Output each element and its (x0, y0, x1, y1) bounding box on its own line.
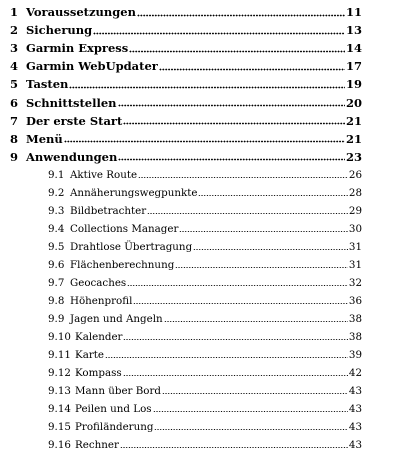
toc-entry-number: 9.7 (48, 276, 65, 289)
toc-chapter-entry[interactable] (10, 95, 362, 111)
toc-section-entry[interactable] (48, 293, 362, 309)
toc-chapter-entry[interactable] (10, 113, 362, 129)
toc-entry-title: Profiländerung (75, 420, 154, 433)
toc-entry-title: Karte (75, 348, 104, 361)
toc-dot-leader (193, 248, 348, 252)
toc-entry-page: 11 (345, 5, 362, 19)
toc-entry-page: 17 (345, 59, 362, 74)
toc-entry-page: 36 (348, 294, 362, 307)
toc-entry-page: 23 (345, 149, 362, 164)
toc-entry-page: 32 (348, 276, 362, 289)
toc-entry-number: 9.14 (48, 402, 71, 415)
toc-entry-title: Der erste Start (26, 113, 123, 128)
toc-entry-number: 3 (10, 41, 19, 56)
toc-dot-leader (138, 176, 348, 180)
toc-entry-page: 29 (348, 204, 362, 217)
toc-dot-leader (179, 230, 347, 234)
toc-entry-number: 7 (10, 113, 19, 128)
toc-entry-number: 9.5 (48, 240, 65, 253)
toc-section-entry[interactable] (48, 347, 362, 363)
toc-entry-number: 2 (10, 23, 19, 38)
toc-entry-page: 21 (345, 113, 362, 128)
toc-dot-leader (120, 446, 348, 450)
toc-dot-leader (118, 158, 345, 162)
toc-section-entry[interactable] (48, 167, 362, 183)
toc-section-entry[interactable] (48, 329, 362, 345)
toc-entry-page: 28 (348, 186, 362, 199)
toc-dot-leader (159, 67, 345, 71)
toc-entry-number: 9.16 (48, 438, 71, 451)
toc-entry-page: 39 (348, 348, 362, 361)
toc-entry-title: Tasten (26, 77, 69, 92)
toc-dot-leader (147, 212, 348, 216)
toc-chapter-entry[interactable] (10, 149, 362, 165)
toc-entry-number: 6 (10, 95, 19, 110)
toc-entry-title: Mann über Bord (75, 384, 162, 397)
toc-entry-page: 14 (345, 41, 362, 56)
toc-entry-page: 30 (348, 222, 362, 235)
toc-entry-title: Jagen und Angeln (70, 312, 163, 325)
toc-dot-leader (93, 31, 345, 35)
toc-entry-title: Collections Manager (70, 222, 179, 235)
toc-entry-number: 9.6 (48, 258, 65, 271)
toc-entry-page: 26 (348, 168, 362, 181)
toc-entry-number: 9 (10, 149, 19, 164)
toc-entry-page: 43 (348, 420, 362, 433)
toc-section-entry[interactable] (48, 203, 362, 219)
toc-dot-leader (198, 194, 347, 198)
toc-entry-title: Drahtlose Übertragung (70, 240, 193, 253)
toc-entry-title: Aktive Route (70, 168, 138, 181)
toc-entry-page: 20 (345, 95, 362, 110)
toc-entry-title: Peilen und Los (75, 402, 152, 415)
toc-entry-title: Annäherungswegpunkte (70, 186, 198, 199)
toc-entry-number: 4 (10, 59, 19, 74)
toc-dot-leader (129, 49, 345, 53)
toc-chapter-entry[interactable] (10, 40, 362, 56)
toc-section-entry[interactable] (48, 401, 362, 417)
toc-chapter-entry[interactable] (10, 58, 362, 74)
toc-chapter-entry[interactable] (10, 76, 362, 92)
toc-entry-page: 38 (348, 330, 362, 343)
toc-entry-page: 43 (348, 402, 362, 415)
toc-entry-title: Höhenprofil (70, 294, 133, 307)
toc-chapter-entry[interactable] (10, 131, 362, 147)
toc-entry-page: 31 (348, 240, 362, 253)
toc-entry-page: 43 (348, 384, 362, 397)
toc-section-entry[interactable] (48, 311, 362, 327)
toc-section-entry[interactable] (48, 257, 362, 273)
toc-entry-title: Geocaches (70, 276, 127, 289)
toc-section-entry[interactable] (48, 383, 362, 399)
toc-entry-number: 8 (10, 131, 19, 146)
toc-entry-number: 9.2 (48, 186, 65, 199)
toc-dot-leader (123, 122, 345, 126)
toc-entry-page: 19 (345, 77, 362, 92)
toc-dot-leader (154, 428, 347, 432)
toc-entry-number: 9.13 (48, 384, 71, 397)
toc-entry-number: 9.9 (48, 312, 65, 325)
toc-entry-number: 9.8 (48, 294, 65, 307)
toc-entry-page: 21 (345, 131, 362, 146)
toc-entry-title: Kompass (75, 366, 122, 379)
toc-entry-title: Bildbetrachter (70, 204, 147, 217)
toc-dot-leader (137, 13, 345, 17)
toc-entry-title: Voraussetzungen (26, 5, 136, 19)
toc-entry-number: 9.10 (48, 330, 71, 343)
toc-entry-number: 9.15 (48, 420, 71, 433)
toc-entry-number: 5 (10, 77, 19, 92)
toc-dot-leader (123, 374, 348, 378)
toc-section-entry[interactable] (48, 239, 362, 255)
toc-dot-leader (64, 140, 345, 144)
toc-entry-title: Anwendungen (26, 149, 118, 164)
toc-dot-leader (175, 266, 348, 270)
toc-entry-page: 13 (345, 23, 362, 38)
toc-entry-page: 42 (348, 366, 362, 379)
toc-section-entry[interactable] (48, 221, 362, 237)
toc-entry-title: Garmin Express (26, 41, 129, 56)
toc-dot-leader (69, 85, 345, 89)
toc-entry-number: 9.12 (48, 366, 71, 379)
toc-entry-page: 38 (348, 312, 362, 325)
toc-entry-number: 1 (10, 5, 19, 19)
toc-entry-title: Garmin WebUpdater (26, 59, 158, 74)
toc-entry-number: 9.1 (48, 168, 65, 181)
toc-entry-title: Rechner (75, 438, 119, 451)
toc-entry-number: 9.3 (48, 204, 65, 217)
toc-section-entry[interactable] (48, 185, 362, 201)
toc-section-entry[interactable] (48, 275, 362, 291)
toc-entry-title: Flächenberechnung (70, 258, 175, 271)
toc-dot-leader (164, 320, 348, 324)
toc-dot-leader (127, 284, 348, 288)
toc-section-entry[interactable] (48, 437, 362, 453)
toc-entry-title: Sicherung (26, 23, 93, 38)
toc-dot-leader (133, 302, 347, 306)
toc-entry-title: Menü (26, 131, 63, 146)
toc-dot-leader (162, 392, 348, 396)
toc-dot-leader (105, 356, 348, 360)
toc-dot-leader (123, 338, 347, 342)
toc-entry-number: 9.11 (48, 348, 71, 361)
toc-entry-page: 31 (348, 258, 362, 271)
toc-chapter-entry[interactable] (10, 22, 362, 38)
toc-entry-page: 43 (348, 438, 362, 451)
toc-dot-leader (153, 410, 348, 414)
toc-section-entry[interactable] (48, 419, 362, 435)
toc-dot-leader (118, 104, 345, 108)
toc-entry-title: Kalender (75, 330, 123, 343)
toc-entry-number: 9.4 (48, 222, 65, 235)
toc-section-entry[interactable] (48, 365, 362, 381)
toc-entry-title: Schnittstellen (26, 95, 117, 110)
toc-chapter-entry[interactable] (10, 4, 362, 20)
